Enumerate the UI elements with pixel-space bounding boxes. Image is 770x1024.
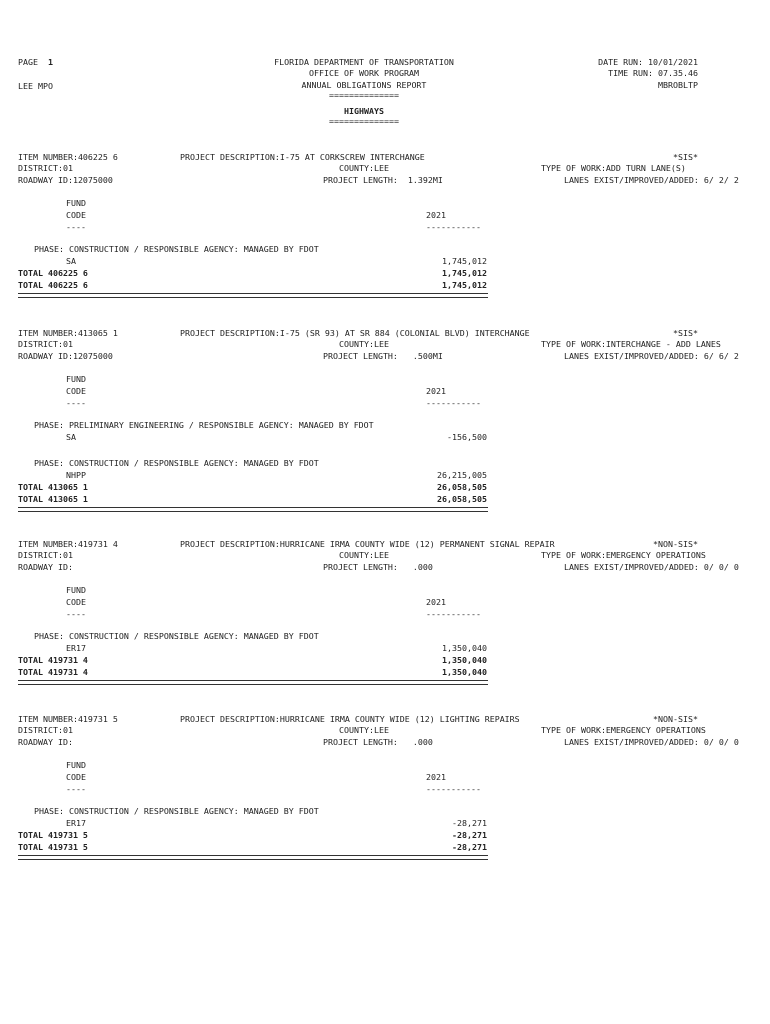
section-separator [18,855,488,860]
district: DISTRICT:01 [18,725,73,735]
sis-flag: *SIS* [673,328,698,338]
type-of-work: TYPE OF WORK:EMERGENCY OPERATIONS [541,550,706,560]
section-underline: ============== [329,116,399,126]
fund-code: SA [66,432,76,442]
date-run: DATE RUN: 10/01/2021 [598,57,698,67]
phase-amount: -28,271 [452,818,487,828]
section-title: HIGHWAYS [344,106,384,116]
phase-line: PHASE: CONSTRUCTION / RESPONSIBLE AGENCY: MANAGED BY FDOT [34,806,319,816]
county: COUNTY:LEE [339,163,389,173]
total-amount: 1,745,012 [442,280,487,290]
fund-code: SA [66,256,76,266]
time-run: TIME RUN: 07.35.46 [608,68,698,78]
fund-header: FUND [66,374,86,384]
total-amount: 1,350,040 [442,655,487,665]
report-title-3: ANNUAL OBLIGATIONS REPORT [301,80,427,90]
page-label: PAGE 1 [18,57,53,67]
org-name: LEE MPO [18,81,53,91]
year-underline: ----------- [426,398,481,408]
item-number: ITEM NUMBER:413065 1 [18,328,118,338]
total-label: TOTAL 419731 5 [18,842,88,852]
phase-amount: 26,215,005 [437,470,487,480]
code-underline: ---- [66,609,86,619]
lanes-info: LANES EXIST/IMPROVED/ADDED: 6/ 2/ 2 [564,175,739,185]
report-title-underline: ============== [329,90,399,100]
total-label: TOTAL 406225 6 [18,268,88,278]
project-length: PROJECT LENGTH: 1.392MI [323,175,443,185]
fund-code: ER17 [66,643,86,653]
phase-amount: -156,500 [447,432,487,442]
roadway-id: ROADWAY ID: [18,562,73,572]
total-amount: -28,271 [452,842,487,852]
section-separator [18,293,488,298]
year-underline: ----------- [426,609,481,619]
project-description: PROJECT DESCRIPTION:I-75 AT CORKSCREW INTERCHANGE [180,152,425,162]
code-underline: ---- [66,784,86,794]
report-code: MBROBLTP [658,80,698,90]
sis-flag: *SIS* [673,152,698,162]
phase-line: PHASE: PRELIMINARY ENGINEERING / RESPONSIBLE AGENCY: MANAGED BY FDOT [34,420,374,430]
code-header: CODE [66,386,86,396]
lanes-info: LANES EXIST/IMPROVED/ADDED: 0/ 0/ 0 [564,562,739,572]
type-of-work: TYPE OF WORK:INTERCHANGE - ADD LANES [541,339,721,349]
phase-line: PHASE: CONSTRUCTION / RESPONSIBLE AGENCY: MANAGED BY FDOT [34,458,319,468]
fund-code: NHPP [66,470,86,480]
fund-header: FUND [66,585,86,595]
total-label: TOTAL 413065 1 [18,494,88,504]
lanes-info: LANES EXIST/IMPROVED/ADDED: 0/ 0/ 0 [564,737,739,747]
district: DISTRICT:01 [18,163,73,173]
total-amount: 1,745,012 [442,268,487,278]
code-header: CODE [66,210,86,220]
year-underline: ----------- [426,784,481,794]
year-header: 2021 [426,210,446,220]
section-separator [18,507,488,512]
item-number: ITEM NUMBER:419731 4 [18,539,118,549]
fund-code: ER17 [66,818,86,828]
phase-amount: 1,350,040 [442,643,487,653]
county: COUNTY:LEE [339,725,389,735]
project-description: PROJECT DESCRIPTION:HURRICANE IRMA COUNTY WIDE (12) PERMANENT SIGNAL REPAIR [180,539,555,549]
fund-header: FUND [66,198,86,208]
project-length: PROJECT LENGTH: .000 [323,562,433,572]
total-amount: 1,350,040 [442,667,487,677]
type-of-work: TYPE OF WORK:EMERGENCY OPERATIONS [541,725,706,735]
roadway-id: ROADWAY ID: [18,737,73,747]
phase-amount: 1,745,012 [442,256,487,266]
year-header: 2021 [426,597,446,607]
roadway-id: ROADWAY ID:12075000 [18,351,113,361]
total-label: TOTAL 419731 5 [18,830,88,840]
code-header: CODE [66,597,86,607]
project-description: PROJECT DESCRIPTION:I-75 (SR 93) AT SR 884 (COLONIAL BLVD) INTERCHANGE [180,328,530,338]
project-description: PROJECT DESCRIPTION:HURRICANE IRMA COUNTY WIDE (12) LIGHTING REPAIRS [180,714,520,724]
code-header: CODE [66,772,86,782]
year-header: 2021 [426,772,446,782]
roadway-id: ROADWAY ID:12075000 [18,175,113,185]
county: COUNTY:LEE [339,339,389,349]
code-underline: ---- [66,222,86,232]
year-underline: ----------- [426,222,481,232]
total-label: TOTAL 419731 4 [18,655,88,665]
phase-line: PHASE: CONSTRUCTION / RESPONSIBLE AGENCY: MANAGED BY FDOT [34,631,319,641]
type-of-work: TYPE OF WORK:ADD TURN LANE(S) [541,163,686,173]
phase-line: PHASE: CONSTRUCTION / RESPONSIBLE AGENCY: MANAGED BY FDOT [34,244,319,254]
fund-header: FUND [66,760,86,770]
sis-flag: *NON-SIS* [653,539,698,549]
sis-flag: *NON-SIS* [653,714,698,724]
project-length: PROJECT LENGTH: .500MI [323,351,443,361]
total-label: TOTAL 419731 4 [18,667,88,677]
lanes-info: LANES EXIST/IMPROVED/ADDED: 6/ 6/ 2 [564,351,739,361]
district: DISTRICT:01 [18,550,73,560]
district: DISTRICT:01 [18,339,73,349]
section-separator [18,680,488,685]
item-number: ITEM NUMBER:419731 5 [18,714,118,724]
total-label: TOTAL 406225 6 [18,280,88,290]
total-label: TOTAL 413065 1 [18,482,88,492]
code-underline: ---- [66,398,86,408]
item-number: ITEM NUMBER:406225 6 [18,152,118,162]
total-amount: 26,058,505 [437,494,487,504]
project-length: PROJECT LENGTH: .000 [323,737,433,747]
total-amount: 26,058,505 [437,482,487,492]
report-title-2: OFFICE OF WORK PROGRAM [309,68,419,78]
county: COUNTY:LEE [339,550,389,560]
total-amount: -28,271 [452,830,487,840]
year-header: 2021 [426,386,446,396]
report-title-1: FLORIDA DEPARTMENT OF TRANSPORTATION [274,57,454,67]
